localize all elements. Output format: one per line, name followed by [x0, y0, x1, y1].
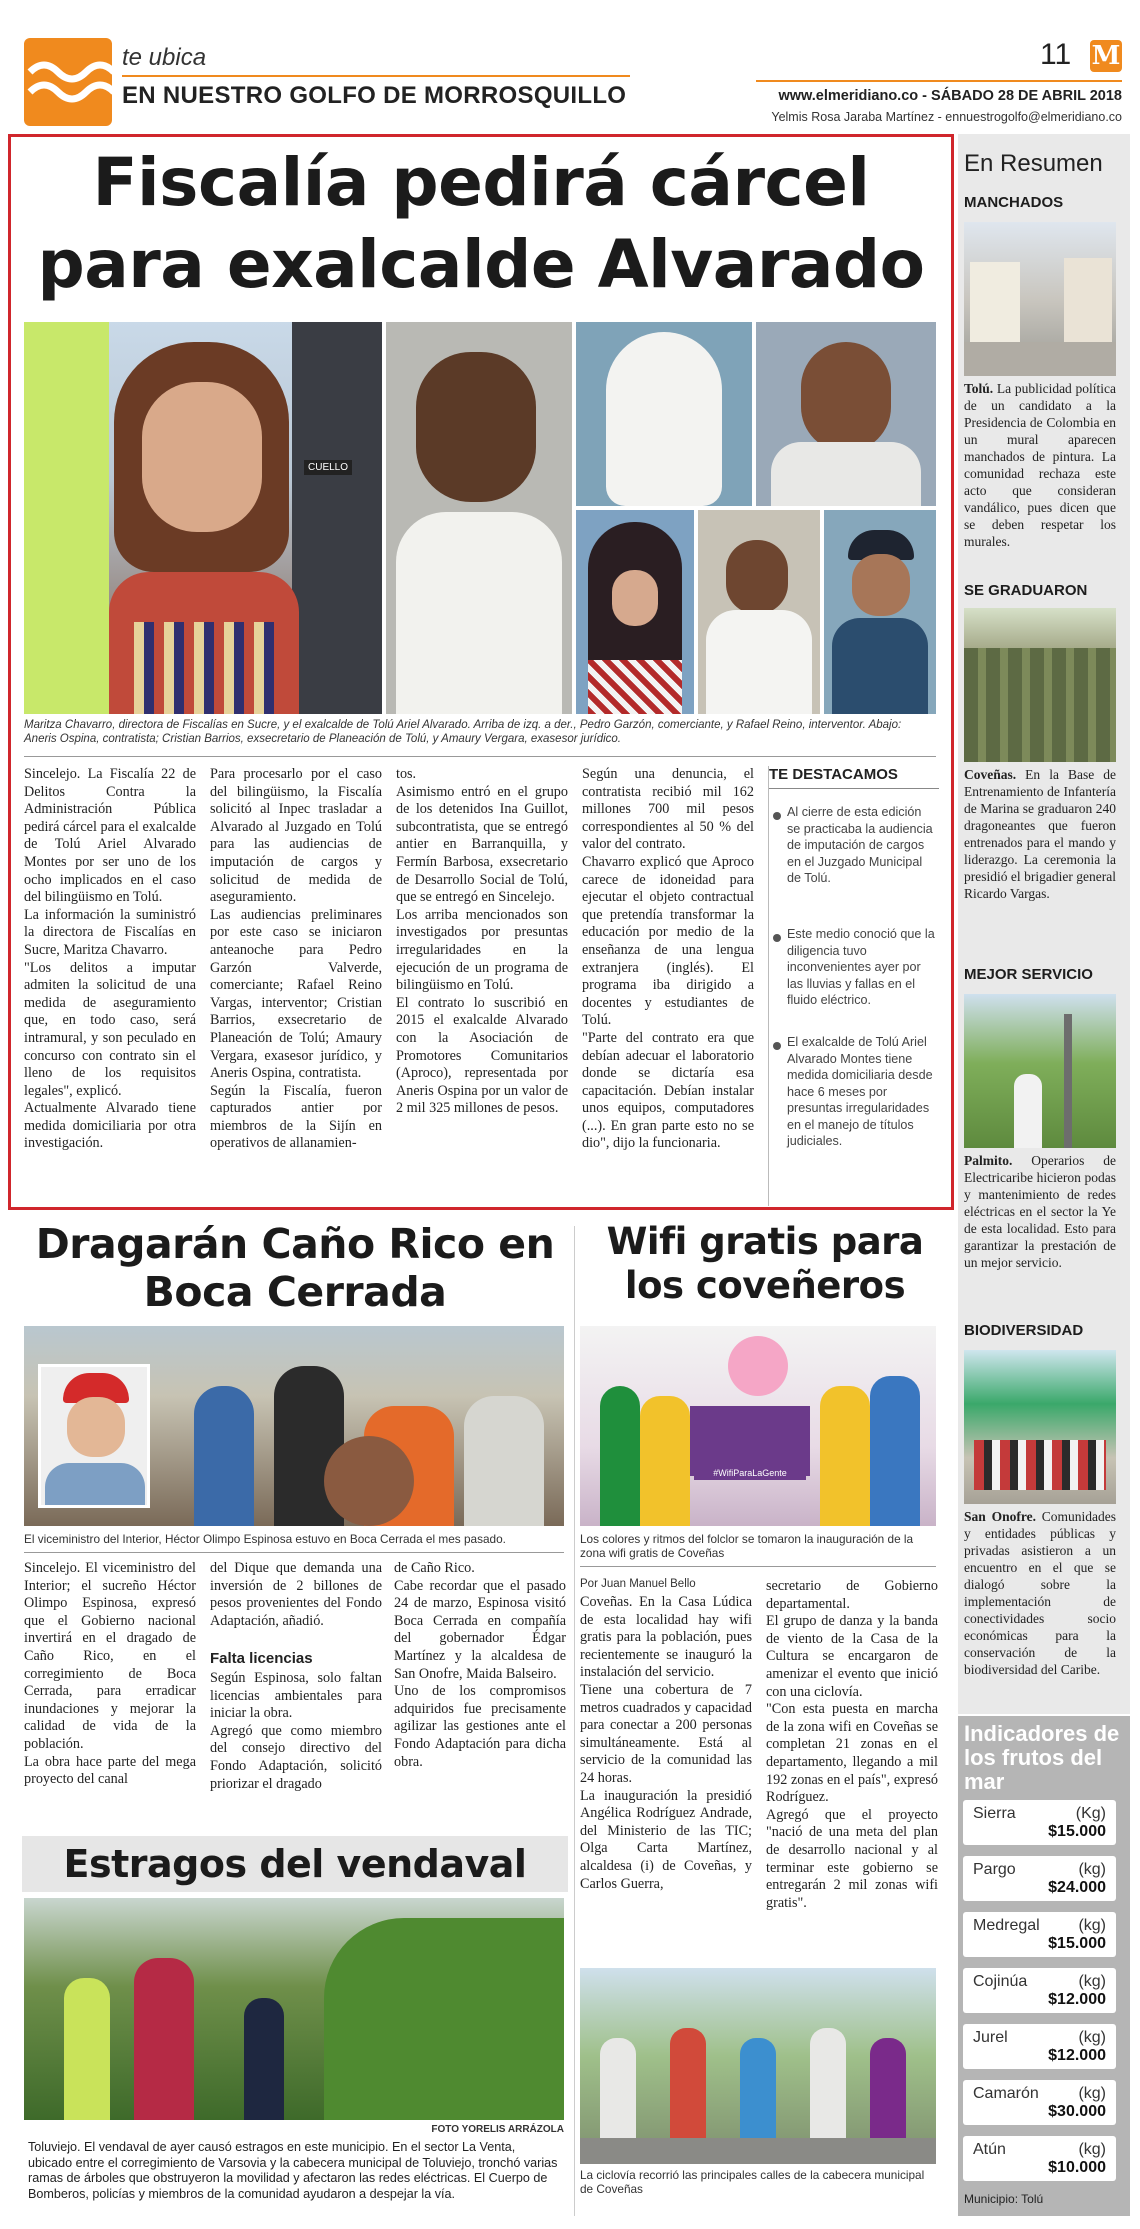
- price-unit: (Kg): [1075, 1805, 1106, 1822]
- sidebar-item-label: SE GRADUARON: [964, 582, 1088, 599]
- page-number: 11: [1040, 38, 1072, 71]
- highlights-title: TE DESTACAMOS: [769, 766, 898, 783]
- price-name: Camarón: [973, 2085, 1039, 2102]
- price-value: $30.000: [1048, 2103, 1106, 2120]
- price-unit: (kg): [1078, 2029, 1106, 2046]
- header-rule-right: [756, 80, 1122, 82]
- price-row: [963, 1912, 1116, 1957]
- sidebar-title: En Resumen: [964, 150, 1103, 177]
- sidebar-item-text: [964, 766, 1116, 902]
- price-value: $10.000: [1048, 2159, 1106, 2176]
- photo-cristian-barrios: [698, 510, 820, 714]
- wifi-banner: #WifiParaLaGente: [694, 1466, 806, 1480]
- price-row: [963, 2136, 1116, 2181]
- sidebar-item-body: Comunidades y entidades públicas y privadas asistieron a un encuentro en el que se dialogó sobre la implementación de conectividades socio económicas para la conservación de la biodiversidad del Caribe.: [964, 1509, 1117, 1677]
- photo-pedro-garzon: [576, 322, 752, 506]
- waves-icon: [24, 38, 112, 126]
- photo-rafael-reino: [756, 322, 936, 506]
- cano-col-2a: del Dique que demanda una inversión de 2 billones de pesos provenientes del Fondo Adaptación, añadió.: [210, 1560, 382, 1629]
- sidebar-photo-manchados: [964, 222, 1116, 376]
- sidebar-item-body: Operarios de Electricaribe hicieron podas y mantenimiento de redes eléctricas en el sector la Ye de esta localidad. Esto para garantizar la prestación de un mejor servicio.: [964, 1153, 1116, 1270]
- sidebar-item-place: San Onofre.: [964, 1509, 1036, 1524]
- highlights-box: [768, 766, 938, 1206]
- wifi-caption-bottom: La ciclovía recorrió las principales calles de la cabecera municipal de Coveñas: [580, 2168, 925, 2196]
- photo-aneris-ospina: [576, 510, 694, 714]
- highlight-bullet-icon: [773, 1042, 781, 1050]
- wifi-byline: Por Juan Manuel Bello: [580, 1578, 696, 1590]
- sidebar-photo-biodiversidad: [964, 1350, 1116, 1504]
- price-value: $12.000: [1048, 1991, 1106, 2008]
- sidebar-item-text: [964, 380, 1116, 550]
- sidebar-item-body: En la Base de Entrenamiento de Infantería de Marina se graduaron 240 dragoneantes que fueron entrenados para el mando y liderazgo. La ceremonia la presidió el brigadier general Ricardo Vargas.: [964, 767, 1116, 901]
- highlight-bullet-icon: [773, 934, 781, 942]
- lead-caption: Maritza Chavarro, directora de Fiscalías en Sucre, y el exalcalde de Tolú Ariel Alvarado. Arriba de izq. a der., Pedro Garzón, comerciante, y Rafael Reino, interventor. Abajo: Aneris Ospina, contratista; Cristian Barrios, exsecretario de Planeación de Tolú, y Amaury Vergara, exasesor jurídico.: [24, 719, 902, 745]
- price-value: $12.000: [1048, 2047, 1106, 2064]
- price-unit: (kg): [1078, 1917, 1106, 1934]
- price-name: Atún: [973, 2141, 1006, 2158]
- wifi-caption-top: Los colores y ritmos del folclor se tomaron la inauguración de la zona wifi gratis de Coveñas: [580, 1532, 914, 1560]
- highlight-item: Este medio conoció que la diligencia tuvo inconvenientes ayer por las lluvias y fallas en el fluido eléctrico.: [787, 927, 935, 1007]
- price-unit: (kg): [1078, 1973, 1106, 1990]
- photo-amaury-vergara: [824, 510, 936, 714]
- price-unit: (kg): [1078, 2085, 1106, 2102]
- newspaper-logo: [1090, 40, 1122, 72]
- photo-wifi-inauguration: [580, 1326, 936, 1526]
- vendaval-caption: Toluviejo. El vendaval de ayer causó estragos en este municipio. En el sector La Venta, ubicado entre el corregimiento de Varsovia y la cabecera municipal de Toluviejo, tronchó varias ramas de árboles que obstruyeron la movilidad y afectaron las redes eléctricas. El Cuerpo de Bomberos, policías y miembros de la comunidad ayudaron a despejar la vía.: [28, 2140, 558, 2201]
- sidebar-item-text: [964, 1152, 1116, 1271]
- cano-col-1: Sincelejo. El viceministro del Interior; el sucreño Héctor Olimpo Espinosa, expresó que el Gobierno nacional invertirá en el dragado de Caño Rico, en el corregimiento de Boca Cerrada, para erradicar inundaciones y mejorar la calidad de vida de la población. La obra hace parte del mega proyecto del canal: [24, 1560, 196, 1788]
- wifi-col-1: Coveñas. En la Casa Lúdica de esta localidad hay wifi gratis para la población, pues recientemente se inauguró la instalación del servicio. Tiene una cobertura de 7 metros cuadrados y capacidad para conectar a 200 personas simultáneamente. Está al servicio de la comunidad las 24 horas. La inauguración la presidió Angélica Rodríguez Andrade, del Ministerio de las TIC; Olga Carta Martínez, alcaldesa (i) de Coveñas, y Carlos Guerra,: [580, 1594, 752, 1892]
- highlight-item: Al cierre de esta edición se practicaba la audiencia de imputación de cargos en el Juzgado Municipal de Tolú.: [787, 805, 933, 885]
- cano-caption-rule: [24, 1552, 564, 1553]
- photo-ciclovia: [580, 1968, 936, 2164]
- price-row: [963, 1800, 1116, 1845]
- sidebar-item-place: Coveñas.: [964, 767, 1017, 782]
- lead-col-1: Sincelejo. La Fiscalía 22 de Delitos Contra la Administración Pública pedirá cárcel para el exalcalde de Tolú Ariel Alvarado Montes por ser uno de los ocho implicados en el caso del bilingüismo en Tolú. La información la suministró la directora de Fiscalías en Sucre, Maritza Chavarro. "Los delitos a imputar admiten la solicitud de una medida de aseguramiento que, en todo caso, será intramural, y son peculado en concurso con contrato sin el lleno de los requisitos legales", explicó. Actualmente Alvarado tiene medida domiciliaria por otra investigación.: [24, 766, 196, 1152]
- photo-credit: FOTO YORELIS ARRÁZOLA: [431, 2124, 564, 2135]
- wifi-caption-rule: [580, 1566, 936, 1567]
- highlight-item: El exalcalde de Tolú Ariel Alvarado Montes tiene medida domiciliaria desde hace 6 meses por presuntas irregularidades en el manejo de títulos judiciales.: [787, 1035, 933, 1148]
- sidebar-item-place: Tolú.: [964, 381, 994, 396]
- price-name: Sierra: [973, 1805, 1016, 1822]
- cano-col-2b: Según Espinosa, solo faltan licencias ambientales para iniciar la obra. Agregó que como miembro del consejo directivo del Fondo Adaptación, solicitó priorizar el dragado: [210, 1670, 382, 1792]
- sidebar-item-label: MANCHADOS: [964, 194, 1064, 211]
- wifi-headline: Wifi gratis para los coveñeros: [606, 1220, 924, 1307]
- sidebar-photo-graduaron: [964, 608, 1116, 762]
- wifi-col-2: secretario de Gobierno departamental. El grupo de danza y la banda de viento de la Casa de la Cultura se encargaron de amenizar el evento que inició con una ciclovía. "Con esta puesta en marcha de la zona wifi en Coveñas se completan 21 zonas en el departamento, llegando a mil 192 zonas en el país", expresó Rodríguez. Agregó que el proyecto "nació de una meta del plan de desarrollo nacional y al terminar este gobierno se entregarán 2 mil zonas wifi gratis".: [766, 1578, 938, 1911]
- lead-col-4: Según una denuncia, el contratista recibió mil 162 millones 700 mil pesos correspondientes al 50 % del valor del contrato. Chavarro explicó que Aproco carece de idoneidad para ejecutar el objeto contractual que pretendía transformar la educación por medio de la enseñanza de una lengua extranjera (inglés). El programa iba dirigido a docentes y estudiantes de Tolú. "Parte del contrato era que debían adecuar el laboratorio donde se dictaría esa capacitación. Debían instalar unos equipos, computadores (...). En gran parte esto no se dio", dijo la funcionaria.: [582, 766, 754, 1152]
- price-row: [963, 2024, 1116, 2069]
- price-value: $15.000: [1048, 1823, 1106, 1840]
- brand-logo: [24, 38, 112, 126]
- author-line: Yelmis Rosa Jaraba Martínez - ennuestrogolfo@elmeridiano.co: [771, 110, 1122, 124]
- lead-headline: Fiscalía pedirá cárcel para exalcalde Alvarado: [37, 144, 925, 303]
- brand-tag: te ubica: [122, 44, 207, 71]
- price-unit: (kg): [1078, 1861, 1106, 1878]
- lead-col-2: Para procesarlo por el caso del bilingüismo, la Fiscalía solicitó al Inpec trasladar a Alvarado al Juzgado en Tolú para las audiencias de imputación de cargos y solicitud de medida de aseguramiento. Las audiencias preliminares por este caso se iniciaron anteanoche para Pedro Garzón Valverde, comerciante; Rafael Reino Vargas, interventor; Cristian Barrios, exsecretario de Planeación de Tolú; Amaury Vergara, exasesor jurídico, y Aneris Ospina, contratista. Según la Fiscalía, fueron capturados antier por miembros de la Sijín en operativos de allanamien-: [210, 766, 382, 1152]
- photo-maritza-chavarro: [24, 322, 382, 714]
- sidebar-item-place: Palmito.: [964, 1153, 1013, 1168]
- sidebar-item-label: BIODIVERSIDAD: [964, 1322, 1084, 1339]
- sidebar-item-text: [964, 1508, 1116, 1678]
- wifi-divider: [574, 1226, 575, 2216]
- section-title: EN NUESTRO GOLFO DE MORROSQUILLO: [122, 82, 627, 109]
- cano-headline: Dragarán Caño Rico en Boca Cerrada: [35, 1220, 555, 1316]
- header-rule: [122, 75, 630, 77]
- price-value: $24.000: [1048, 1879, 1106, 1896]
- photo-ariel-alvarado: [386, 322, 572, 714]
- cano-col-3: de Caño Rico. Cabe recordar que el pasado 24 de marzo, Espinosa visitó Boca Cerrada en compañía del gobernador Édgar Martínez y la alcaldesa de San Onofre, Maida Balseiro. Uno de los compromisos adquiridos fue precisamente agilizar las gestiones ante el Fondo Adaptación para dicha obra.: [394, 1560, 566, 1770]
- cano-caption: El viceministro del Interior, Héctor Olimpo Espinosa estuvo en Boca Cerrada el mes pasado.: [24, 1532, 506, 1546]
- cano-subhead: Falta licencias: [210, 1650, 313, 1667]
- lead-caption-rule: [24, 756, 936, 757]
- prices-footer: Municipio: Tolú: [964, 2192, 1044, 2206]
- sidebar-item-label: MEJOR SERVICIO: [964, 966, 1093, 983]
- sidebar-photo-mejor-servicio: [964, 994, 1116, 1148]
- price-unit: (kg): [1078, 2141, 1106, 2158]
- lead-col-3: tos. Asimismo entró en el grupo de los detenidos Ina Guillot, subcontratista, que se entregó antier en Barranquilla, y Fermín Barbosa, exsecretario de Desarrollo Social de Tolú, que se entregó en Sincelejo. Los arriba mencionados son investigados por presuntas irregularidades en la ejecución de un programa de bilingüismo en Tolú. El contrato lo suscribió en 2015 el exalcalde Alvarado con la Asociación de Promotores Comunitarios (Aproco), representada por Aneris Ospina por un valor de 2 mil 325 millones de pesos.: [396, 766, 568, 1117]
- price-value: $15.000: [1048, 1935, 1106, 1952]
- inset-photo-hector-espinosa: [38, 1364, 150, 1508]
- highlight-bullet-icon: [773, 812, 781, 820]
- logo-letter: M: [1091, 41, 1121, 71]
- price-row: [963, 1968, 1116, 2013]
- site-date: www.elmeridiano.co - SÁBADO 28 DE ABRIL 2018: [778, 88, 1122, 104]
- price-name: Cojinúa: [973, 1973, 1028, 1990]
- price-row: [963, 2080, 1116, 2125]
- prices-title: Indicadores de los frutos del mar: [964, 1721, 1120, 1794]
- price-name: Pargo: [973, 1861, 1016, 1878]
- vendaval-headline: Estragos del vendaval: [63, 1842, 527, 1886]
- sidebar-item-body: La publicidad política de un candidato a la Presidencia de Colombia en un mural aparecen manchados de pintura. La comunidad rechaza este acto que consideran vandálico, pues dicen que se deben respetar los murales.: [964, 381, 1117, 549]
- uniform-badge: CUELLO: [304, 460, 352, 475]
- price-name: Jurel: [973, 2029, 1008, 2046]
- price-name: Medregal: [973, 1917, 1040, 1934]
- photo-vendaval: [24, 1898, 564, 2120]
- price-row: [963, 1856, 1116, 1901]
